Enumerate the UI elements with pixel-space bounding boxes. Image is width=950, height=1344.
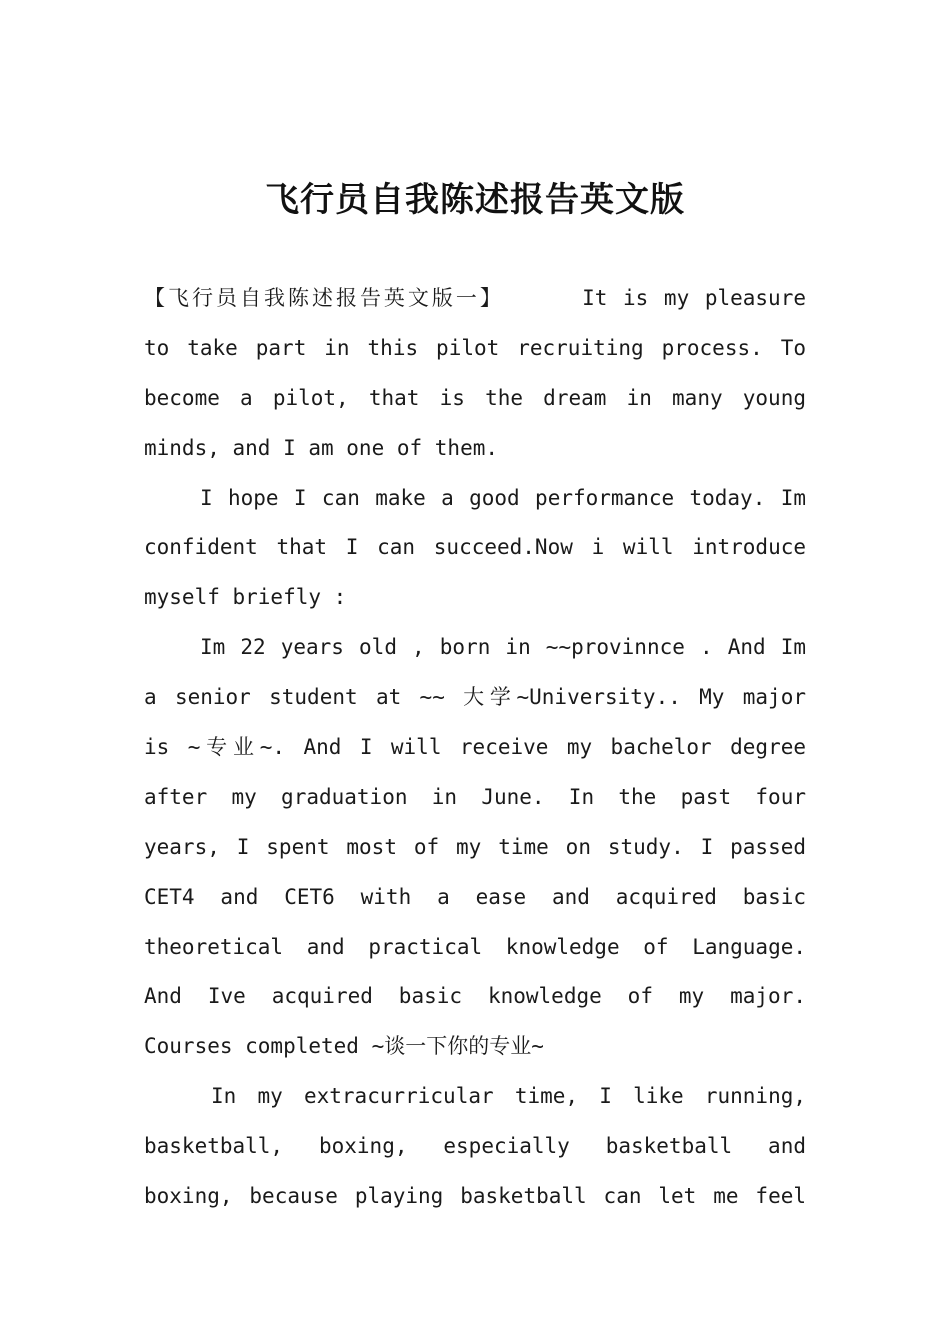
text-line: Im 22 years old , born in ~~provinnce . And Im <box>200 635 806 660</box>
text-line: is ~专业~. And I will receive my bachelor degree <box>144 735 806 760</box>
text-line: a senior student at ~~ 大学~University.. My major <box>144 685 806 710</box>
text-line: after my graduation in June. In the past four <box>144 784 806 809</box>
text-line: I hope I can make a good performance today. Im <box>200 485 806 510</box>
text-line: theoretical and practical knowledge of Language. <box>144 934 806 959</box>
text-line: minds, and I am one of them. <box>144 435 499 460</box>
text-line: boxing, because playing basketball can let me feel <box>144 1184 806 1209</box>
text-line: And Ive acquired basic knowledge of my major. <box>144 984 806 1009</box>
text-line: In my extracurricular time, I like running, <box>211 1084 806 1109</box>
text-line: to take part in this pilot recruiting process. To <box>144 335 806 360</box>
text-line: confident that I can succeed.Now i will introduce <box>144 535 806 560</box>
text-line: CET4 and CET6 with a ease and acquired basic <box>144 884 806 909</box>
text-line: basketball, boxing, especially basketball and <box>144 1134 806 1159</box>
document-body <box>144 274 806 1222</box>
text-line: myself briefly : <box>144 585 347 610</box>
document-title: 飞行员自我陈述报告英文版 <box>265 180 685 220</box>
text-line: years, I spent most of my time on study. I passed <box>144 834 806 859</box>
text-line: Courses completed ~谈一下你的专业~ <box>144 1034 544 1059</box>
text-line: become a pilot, that is the dream in many young <box>144 385 806 410</box>
text-line: 【飞行员自我陈述报告英文版一】 It is my pleasure <box>144 286 806 310</box>
